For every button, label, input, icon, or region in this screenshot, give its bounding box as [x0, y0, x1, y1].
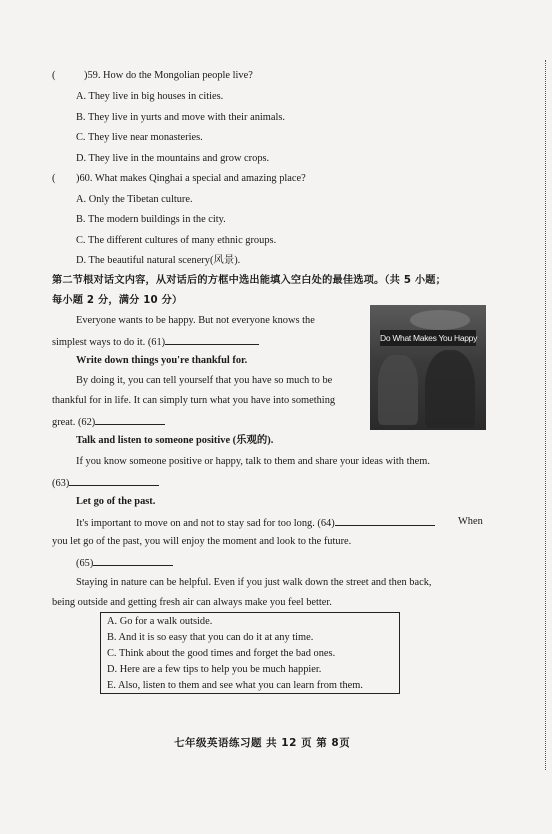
passage-p3-line1: If you know someone positive or happy, talk to them and share your ideas with them. — [76, 456, 430, 467]
tip-heading-3: Let go of the past. — [76, 496, 156, 507]
question-60-stem: )60. What makes Qinghai a special and amazing place? — [76, 173, 306, 184]
passage-p2-line3: great. (62) — [52, 414, 165, 429]
q60-option-a: A. Only the Tibetan culture. — [76, 194, 193, 205]
option-b: B. And it is so easy that you can do it at any time. — [107, 632, 314, 643]
question-59-stem: )59. How do the Mongolian people live? — [84, 70, 253, 81]
blank-61[interactable] — [165, 334, 259, 345]
q59-option-c: C. They live near monasteries. — [76, 132, 203, 143]
passage-p3-line2: (63) — [52, 475, 159, 490]
passage-p5: (65) — [76, 555, 173, 570]
tip-heading-1: Write down things you're thankful for. — [76, 355, 248, 366]
answer-options-box — [100, 612, 400, 694]
q59-option-d: D. They live in the mountains and grow crops. — [76, 153, 270, 164]
option-e: E. Also, listen to them and see what you can learn from them. — [107, 680, 363, 691]
binding-edge-line — [545, 60, 546, 770]
blank-65[interactable] — [93, 555, 173, 566]
passage-p4-line1: It's important to move on and not to stay sad for too long. (64) — [76, 515, 435, 530]
passage-p4-line1-end: When — [458, 516, 483, 527]
blank-63[interactable] — [69, 475, 159, 486]
q59-option-b: B. They live in yurts and move with their animals. — [76, 112, 286, 123]
answer-paren-60: ( — [52, 173, 56, 184]
q60-option-d: D. The beautiful natural scenery(风景). — [76, 255, 241, 266]
passage-p6-line2: being outside and getting fresh air can always make you feel better. — [52, 597, 332, 608]
option-a: A. Go for a walk outside. — [107, 616, 213, 627]
passage-p1-line1: Everyone wants to be happy. But not everyone knows the — [76, 315, 315, 326]
q60-option-b: B. The modern buildings in the city. — [76, 214, 226, 225]
answer-paren-59: ( — [52, 70, 56, 81]
section-instruction-line1: 第二节根对话文内容，从对话后的方框中选出能填入空白处的最佳选项。（共 5 小题； — [52, 275, 447, 286]
option-d: D. Here are a few tips to help you be much happier. — [107, 664, 322, 675]
q59-option-a: A. They live in big houses in cities. — [76, 91, 224, 102]
passage-p2-line1: By doing it, you can tell yourself that you have so much to be — [76, 375, 333, 386]
section-instruction-line2: 每小题 2 分，满分 10 分） — [52, 295, 183, 306]
passage-p4-line2: you let go of the past, you will enjoy the moment and look to the future. — [52, 536, 352, 547]
blank-64[interactable] — [335, 515, 435, 526]
tip-heading-2: Talk and listen to someone positive (乐观的). — [76, 435, 274, 446]
passage-p6-line1: Staying in nature can be helpful. Even if you just walk down the street and then back, — [76, 577, 432, 588]
blank-62[interactable] — [95, 414, 165, 425]
passage-p1-line2: simplest ways to do it. (61) — [52, 334, 259, 349]
happiness-photo — [370, 305, 486, 430]
page-footer: 七年级英语练习题 共 12 页 第 8页 — [174, 737, 351, 749]
passage-p2-line2: thankful for in life. It can simply turn what you have into something — [52, 395, 336, 406]
photo-banner-text: Do What Makes You Happy — [380, 330, 476, 346]
q60-option-c: C. The different cultures of many ethnic groups. — [76, 235, 277, 246]
option-c: C. Think about the good times and forget the bad ones. — [107, 648, 336, 659]
